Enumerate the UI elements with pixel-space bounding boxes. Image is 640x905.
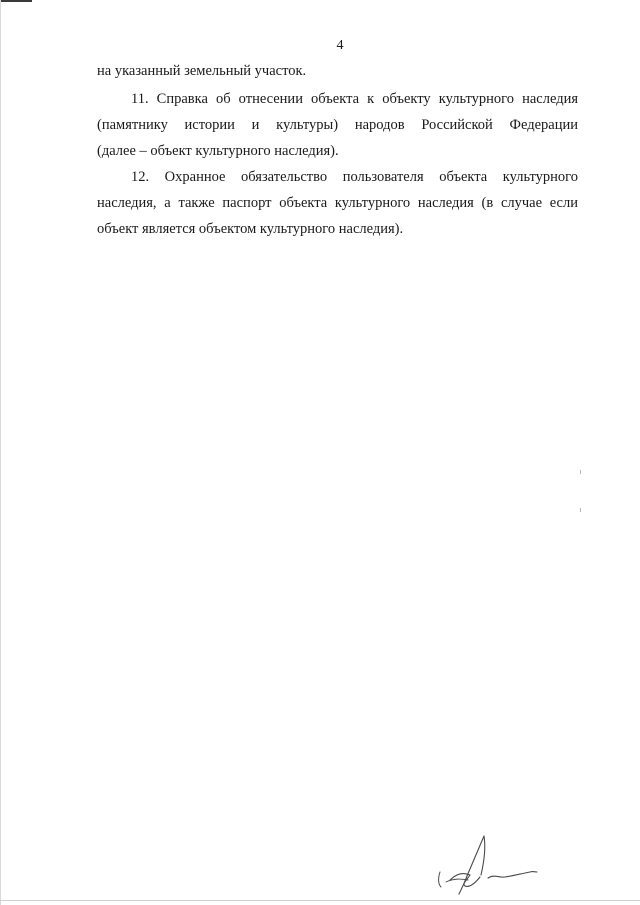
- paragraph-line: 11. Справка об отнесении объекта к объекту культурного наследия: [131, 91, 578, 107]
- handwritten-signature-icon: [432, 832, 542, 897]
- paragraph-item-11: [97, 86, 578, 164]
- scan-bottom-edge: [0, 900, 640, 901]
- paragraph-line: 12. Охранное обязательство пользователя объекта культурного: [131, 169, 578, 185]
- paragraph-line: (далее – объект культурного наследия).: [97, 143, 339, 159]
- paragraph-line: на указанный земельный участок.: [97, 63, 307, 79]
- paragraph-line: (памятнику истории и культуры) народов Российской Федерации: [97, 117, 578, 133]
- scan-edge-mark: [0, 0, 32, 2]
- scan-edge-line: [0, 0, 1, 905]
- paragraph-item-12: [97, 164, 578, 242]
- scan-artifact: [580, 470, 581, 474]
- page-number: 4: [336, 38, 344, 53]
- scan-artifact: [580, 508, 581, 512]
- paragraph-line: объект является объектом культурного наследия).: [97, 221, 404, 237]
- paragraph-line: наследия, а также паспорт объекта культурного наследия (в случае если: [97, 195, 578, 211]
- paragraph-continuation: [97, 58, 578, 84]
